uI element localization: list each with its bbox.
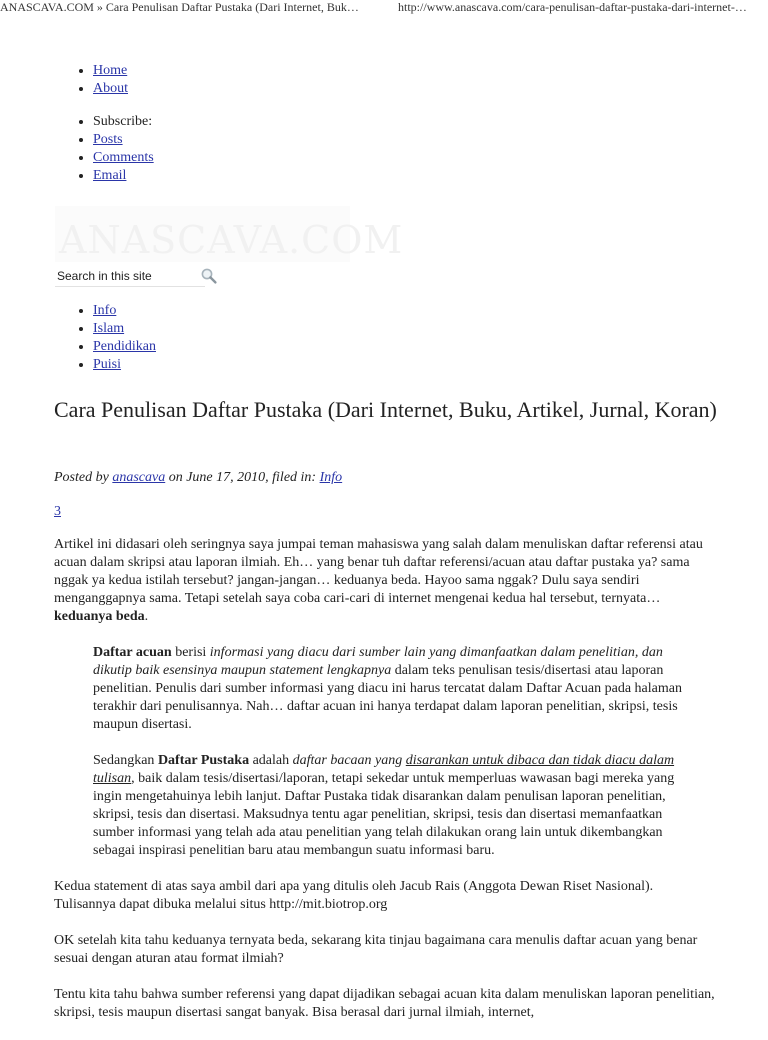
posted-by-label: Posted by bbox=[54, 470, 109, 485]
subscribe-item-posts bbox=[93, 131, 154, 149]
quote2-text-b: adalah bbox=[252, 753, 290, 768]
post-title: Cara Penulisan Daftar Pustaka (Dari Internet, Buku, Artikel, Jurnal, Koran) bbox=[54, 397, 717, 422]
subscribe-item-comments bbox=[93, 149, 154, 167]
quote2-text-c: , baik dalam tesis/disertasi/laporan, tetapi sekedar untuk memperluas wawasan bagi mereka yang ingin mengetahuinya lebih lanjut. Daftar Pustaka tidak disarankan dalam penulisan laporan penelitian, skripsi, tesis dan disertasi. Maksudnya tentu agar penelitian, skripsi, tesis dan disertasi memanfaatkan sumber informasi yang telah ada atau penelitian yang telah dilakukan orang lain untuk dikembangkan sebagai inspirasi penelitian baru atau membangun suatu informasi baru. bbox=[93, 771, 675, 858]
term-daftar-acuan: Daftar acuan bbox=[93, 645, 172, 660]
quote1-italic: informasi yang diacu dari sumber lain yang dimanfaatkan dalam penelitian, dan dikutip baik esensinya maupun statement lengkapnya bbox=[93, 645, 663, 678]
nav-link-about[interactable]: About bbox=[93, 81, 128, 96]
post-content bbox=[54, 536, 718, 1040]
post-date-label: on June 17, 2010, filed in: bbox=[168, 470, 317, 485]
subscribe-item-email bbox=[93, 167, 154, 185]
quote1-text-b: dalam teks penulisan tesis/disertasi atau laporan penelitian. Penulis dari sumber informasi yang diacu ini harus tercatat dalam Daftar Acuan pada halaman terakhir dari penulisannya. Nah… daftar acuan ini hanya terdapat dalam laporan penelitian, skripsi, tesis maupun disertasi. bbox=[93, 663, 682, 732]
browser-header bbox=[0, 0, 768, 14]
search-box bbox=[55, 267, 220, 287]
intro-emphasis: keduanya beda bbox=[54, 609, 145, 624]
subscribe-link-comments[interactable]: Comments bbox=[93, 150, 154, 165]
main-nav bbox=[72, 62, 128, 98]
site-logo[interactable] bbox=[55, 206, 404, 262]
category-item-islam bbox=[93, 320, 156, 338]
intro-paragraph bbox=[54, 536, 718, 626]
search-icon[interactable] bbox=[200, 267, 218, 285]
subscribe-list bbox=[72, 113, 154, 185]
quote-daftar-pustaka bbox=[93, 752, 693, 860]
intro-end: . bbox=[144, 609, 149, 624]
quote2-text-a: Sedangkan bbox=[93, 753, 155, 768]
category-item-puisi bbox=[93, 356, 156, 374]
nav-link-home[interactable]: Home bbox=[93, 63, 128, 78]
intro-text: Artikel ini didasari oleh seringnya saya jumpai teman mahasiswa yang salah dalam menuliskan daftar referensi atau acuan dalam skripsi atau laporan ilmiah. Eh… yang benar tuh daftar referensi/acuan atau daftar pustaka ya? sama nggak ya kedua istilah tersebut? jangan-jangan… keduanya beda. Hayoo sama nggak? Dulu saya sendiri menganggapnya sama. Tetapi setelah saya coba cari-cari di internet mengenai kedua hal tersebut, ternyata… bbox=[54, 537, 703, 606]
category-link-pendidikan[interactable]: Pendidikan bbox=[93, 339, 156, 354]
quote-daftar-acuan bbox=[93, 644, 693, 734]
site-logo-text: ANASCAVA.COM bbox=[59, 218, 404, 262]
source-paragraph: Kedua statement di atas saya ambil dari apa yang ditulis oleh Jacub Rais (Anggota Dewan Riset Nasional). Tulisannya dapat dibuka melalui situs http://mit.biotrop.org bbox=[54, 879, 654, 912]
category-link-info[interactable]: Info bbox=[93, 303, 117, 318]
references-paragraph: Tentu kita tahu bahwa sumber referensi yang dapat dijadikan sebagai acuan kita dalam menuliskan laporan penelitian, skripsi, tesis maupun disertasi sangat banyak. Bisa berasal dari jurnal ilmiah, internet, bbox=[54, 987, 715, 1020]
quote2-italic: daftar bacaan yang bbox=[292, 753, 403, 768]
comment-count-link[interactable]: 3 bbox=[54, 504, 61, 519]
search-input[interactable] bbox=[55, 267, 197, 285]
category-item-info bbox=[93, 302, 156, 320]
page-header-title: ANASCAVA.COM » Cara Penulisan Daftar Pustaka (Dari Internet, Buk… bbox=[0, 0, 359, 14]
post-category-link[interactable]: Info bbox=[319, 470, 343, 485]
term-daftar-pustaka: Daftar Pustaka bbox=[157, 753, 250, 768]
subscribe-label-item bbox=[93, 113, 154, 131]
page-header-url: http://www.anascava.com/cara-penulisan-daftar-pustaka-dari-internet-… bbox=[398, 0, 747, 14]
category-nav bbox=[72, 302, 156, 374]
subscribe-label: Subscribe: bbox=[93, 114, 153, 129]
comment-count bbox=[54, 503, 61, 521]
question-paragraph: OK setelah kita tahu keduanya ternyata beda, sekarang kita tinjau bagaimana cara menulis daftar acuan yang benar sesuai dengan aturan atau format ilmiah? bbox=[54, 933, 698, 966]
post-meta bbox=[54, 469, 342, 487]
definition-quote bbox=[93, 644, 693, 860]
search-underline bbox=[55, 286, 205, 287]
nav-item-home bbox=[93, 62, 128, 80]
nav-item-about bbox=[93, 80, 128, 98]
category-link-islam[interactable]: Islam bbox=[93, 321, 125, 336]
subscribe-link-email[interactable]: Email bbox=[93, 168, 127, 183]
author-link[interactable]: anascava bbox=[112, 470, 166, 485]
category-link-puisi[interactable]: Puisi bbox=[93, 357, 122, 372]
quote1-text-a: berisi bbox=[175, 645, 207, 660]
subscribe-link-posts[interactable]: Posts bbox=[93, 132, 123, 147]
category-item-pendidikan bbox=[93, 338, 156, 356]
quote2-underlined: disarankan untuk dibaca dan tidak diacu dalam tulisan bbox=[93, 753, 675, 786]
